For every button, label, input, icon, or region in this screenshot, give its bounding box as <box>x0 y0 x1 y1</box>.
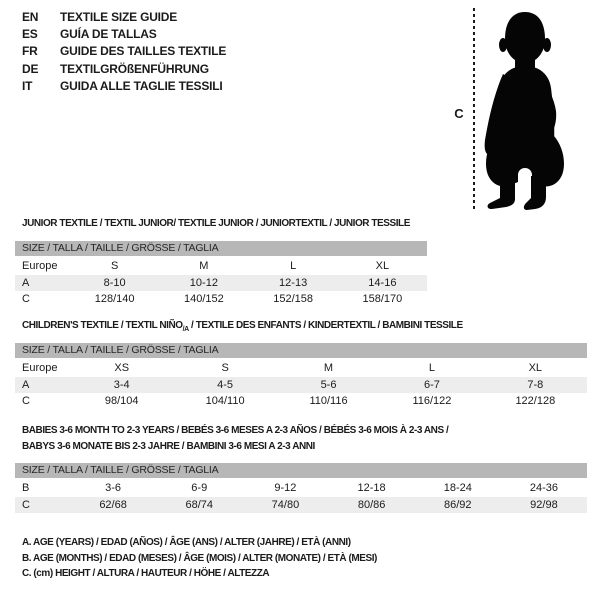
babies-table-title <box>22 423 448 454</box>
height-cell: 86/92 <box>444 498 472 511</box>
row-label: Europe <box>22 260 58 272</box>
row-label: Europe <box>22 362 58 374</box>
height-cell: 74/80 <box>271 498 300 511</box>
size-cell: L <box>428 362 435 374</box>
guide-title-de: TEXTILGRÖßENFÜHRUNG <box>60 61 209 76</box>
table-row <box>15 360 587 377</box>
note-age-months: B. AGE (MONTHS) / EDAD (MESES) / ÂGE (MOIS) / ALTER (MONATE) / ETÀ (MESI) <box>22 552 377 564</box>
height-cell: 128/140 <box>94 293 135 305</box>
junior-table-title: JUNIOR TEXTILE / TEXTIL JUNIOR/ TEXTILE JUNIOR / JUNIORTEXTIL / JUNIOR TESSILE <box>22 218 410 229</box>
language-row-en <box>22 9 226 26</box>
language-row-fr <box>22 43 226 60</box>
age-cell: 24-36 <box>529 482 559 494</box>
height-cell: 98/104 <box>104 395 139 407</box>
children-title-pre: CHILDREN'S TEXTILE / TEXTIL NIÑO <box>22 320 183 331</box>
babies-size-table <box>15 463 587 513</box>
babies-title-line2: BABYS 3-6 MONATE BIS 2-3 JAHRE / BAMBINI 3-6 MESI A 2-3 ANNI <box>22 440 315 452</box>
guide-title-en: TEXTILE SIZE GUIDE <box>60 10 178 24</box>
guide-title-es: GUÍA DE TALLAS <box>60 27 157 42</box>
height-cell: 92/98 <box>530 498 558 511</box>
note-height-cm: C. (cm) HEIGHT / ALTURA / HAUTEUR / HÖHE / ALTEZZA <box>22 568 270 579</box>
row-label: C <box>22 395 30 407</box>
age-cell: 5-6 <box>320 378 337 391</box>
size-header-bar: SIZE / TALLA / TAILLE / GRÖSSE / TAGLIA <box>15 463 587 478</box>
row-label: B <box>22 482 30 494</box>
language-code-it: IT <box>22 78 33 93</box>
height-cell: 152/158 <box>273 293 313 305</box>
age-cell: 10-12 <box>189 276 218 289</box>
age-cell: 7-8 <box>527 378 544 391</box>
age-cell: 18-24 <box>443 482 472 494</box>
guide-title-fr: GUIDE DES TAILLES TEXTILE <box>60 44 227 59</box>
age-cell: 12-18 <box>357 482 386 494</box>
language-code-de: DE <box>22 61 39 76</box>
table-row <box>15 291 427 308</box>
table-row <box>15 393 587 410</box>
row-label: C <box>22 293 30 305</box>
junior-size-table <box>15 241 427 308</box>
table-row <box>15 275 427 292</box>
age-cell: 14-16 <box>368 276 397 289</box>
language-row-de <box>22 61 226 78</box>
silhouette-ear-right <box>543 38 551 52</box>
row-label: A <box>22 276 30 289</box>
height-cell: 158/170 <box>362 293 403 305</box>
size-cell: XS <box>114 362 130 374</box>
height-cell: 122/128 <box>515 395 556 407</box>
language-row-it <box>22 78 226 95</box>
size-header-bar: SIZE / TALLA / TAILLE / GRÖSSE / TAGLIA <box>15 241 427 256</box>
language-code-es: ES <box>22 27 38 42</box>
language-row-es <box>22 26 226 43</box>
silhouette-leg-right <box>524 176 546 210</box>
children-table-title <box>22 318 463 338</box>
language-code-en: EN <box>22 10 39 24</box>
children-size-table <box>15 343 587 410</box>
age-cell: 6-7 <box>423 378 440 391</box>
height-cell: 62/68 <box>99 498 127 511</box>
children-title-subscript: /A <box>182 326 189 333</box>
legend-notes <box>22 535 377 582</box>
table-row <box>15 258 427 275</box>
height-cell: 104/110 <box>205 395 245 407</box>
age-cell: 12-13 <box>279 276 308 289</box>
height-measure-dotted-line <box>473 8 475 210</box>
age-cell: 3-4 <box>113 378 130 391</box>
height-cell: 80/86 <box>357 498 386 511</box>
age-cell: 3-6 <box>105 482 122 494</box>
table-row <box>15 497 587 514</box>
height-marker-label: C <box>454 106 464 121</box>
table-row <box>15 377 587 394</box>
size-cell: S <box>221 362 229 374</box>
age-cell: 8-10 <box>103 276 126 289</box>
size-header-bar: SIZE / TALLA / TAILLE / GRÖSSE / TAGLIA <box>15 343 587 358</box>
row-label: C <box>22 498 30 511</box>
table-row <box>15 480 587 497</box>
guide-title-it: GUIDA ALLE TAGLIE TESSILI <box>60 78 223 93</box>
babies-title-line1: BABIES 3-6 MONTH TO 2-3 YEARS / BEBÉS 3-6 MESES A 2-3 AÑOS / BÉBÉS 3-6 MOIS À 2-3 ANS / <box>22 425 449 436</box>
silhouette-ear-left <box>499 38 507 52</box>
size-cell: XL <box>375 260 390 272</box>
size-cell: M <box>199 260 209 272</box>
size-cell: L <box>290 260 297 272</box>
height-cell: 68/74 <box>185 498 214 511</box>
height-cell: 116/122 <box>412 395 452 407</box>
size-cell: M <box>323 362 334 374</box>
height-cell: 140/152 <box>183 293 224 305</box>
size-cell: S <box>110 260 119 272</box>
row-label: A <box>22 378 30 391</box>
children-title-post: / TEXTILE DES ENFANTS / KINDERTEXTIL / BAMBINI TESSILE <box>188 320 463 331</box>
silhouette-shorts <box>486 136 564 186</box>
age-cell: 6-9 <box>191 482 208 494</box>
age-cell: 9-12 <box>274 482 297 494</box>
age-cell: 4-5 <box>217 378 234 391</box>
language-title-list <box>22 9 226 95</box>
toddler-silhouette-image <box>479 8 577 211</box>
size-cell: XL <box>528 362 543 374</box>
height-cell: 110/116 <box>309 395 348 407</box>
language-code-fr: FR <box>22 44 38 59</box>
note-age-years: A. AGE (YEARS) / EDAD (AÑOS) / ÂGE (ANS) / ALTER (JAHRE) / ETÀ (ANNI) <box>22 537 351 548</box>
silhouette-leg-left <box>488 178 515 209</box>
